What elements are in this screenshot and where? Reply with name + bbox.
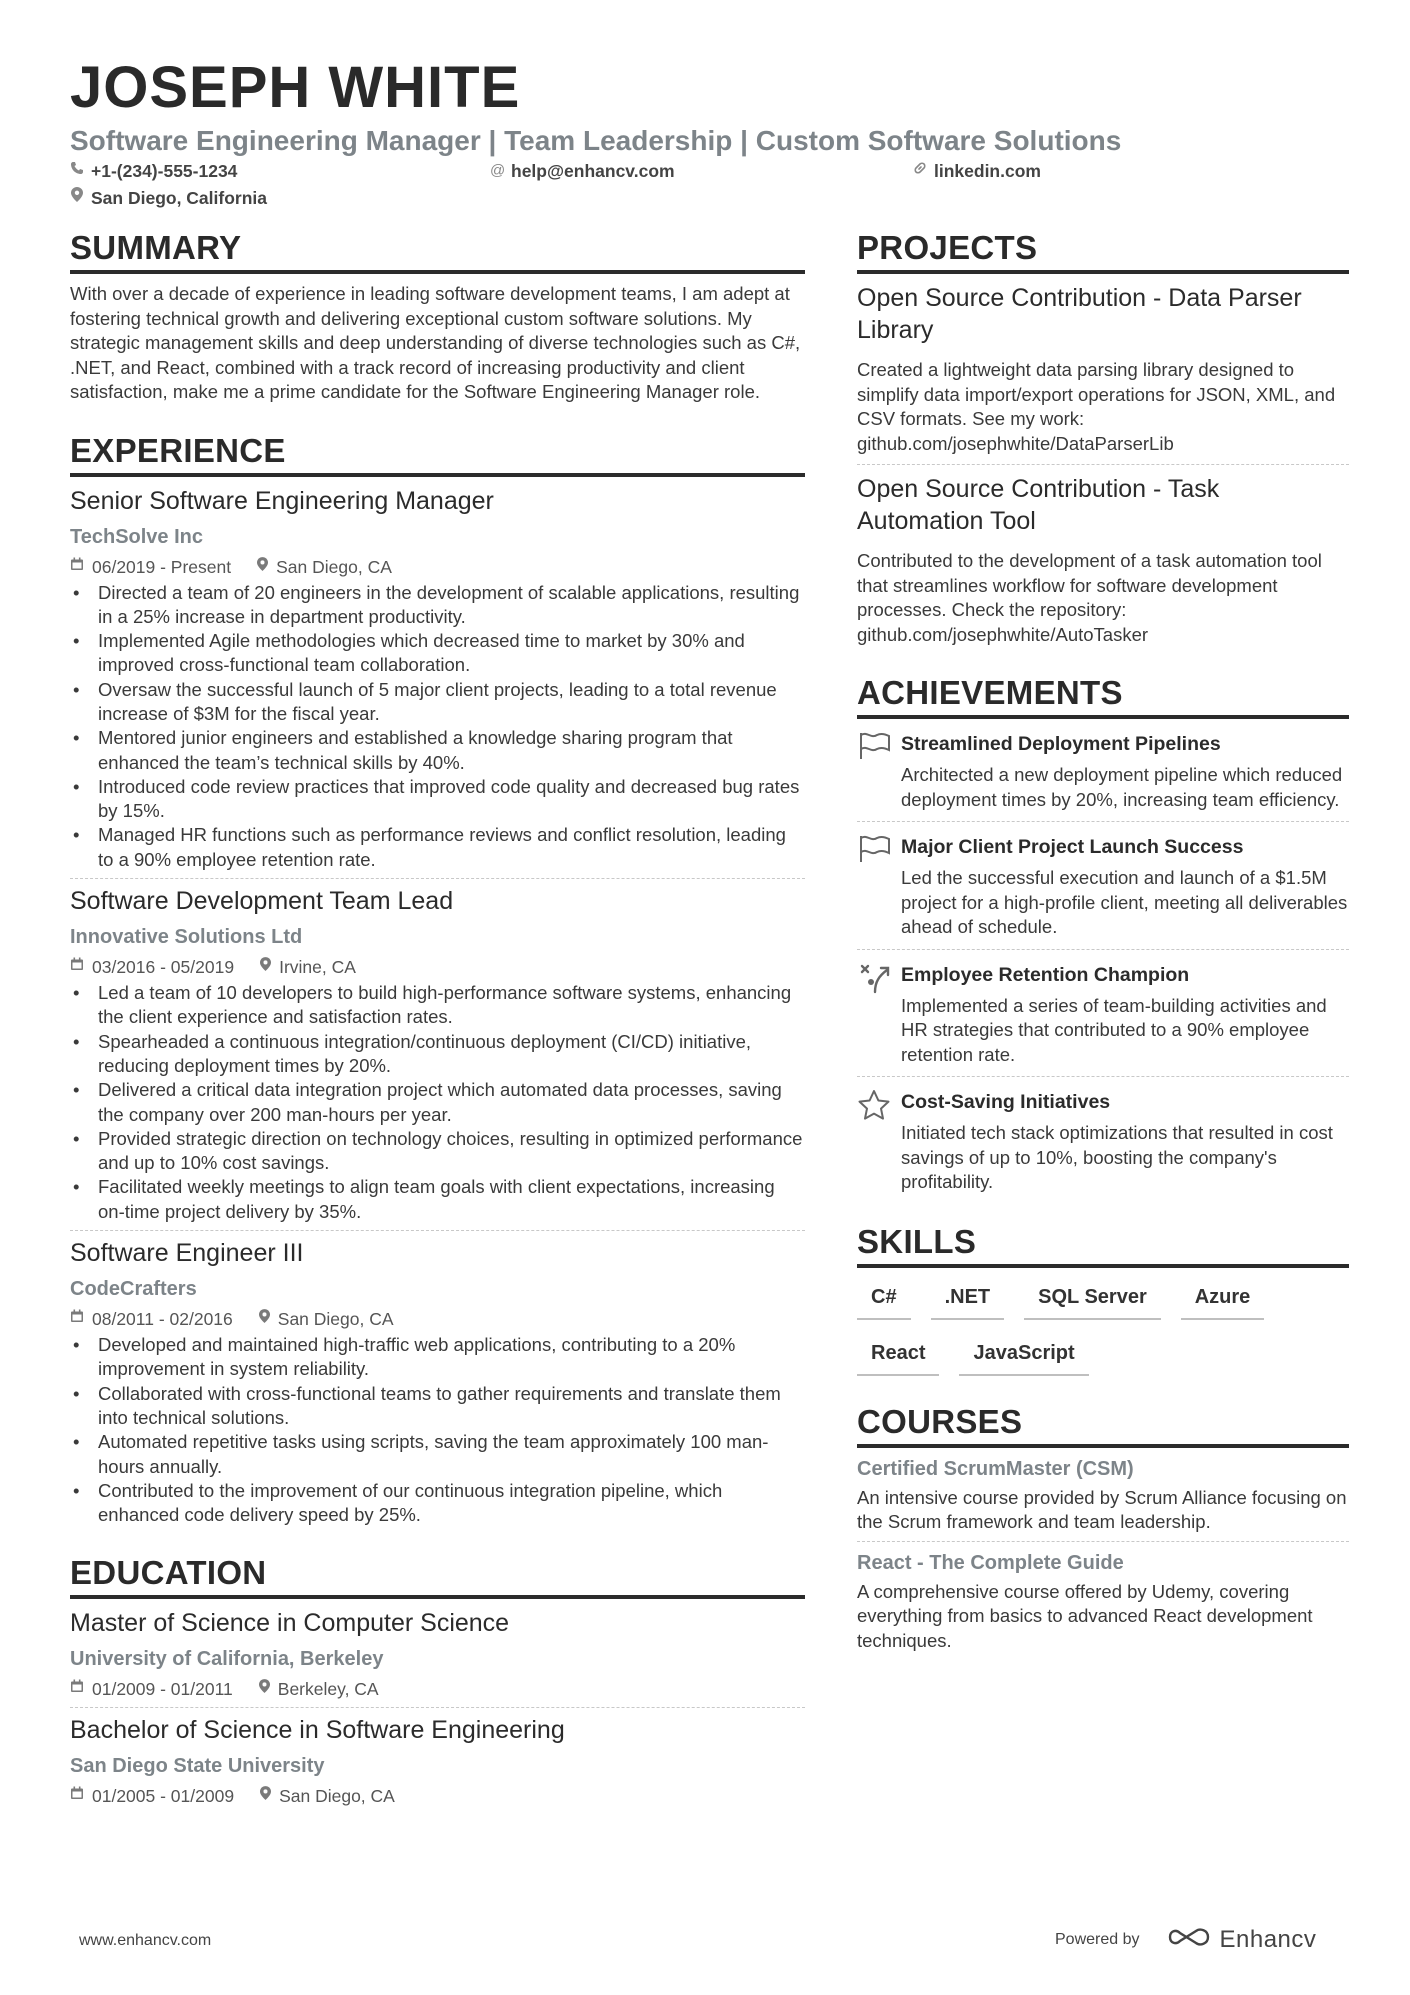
course-entry bbox=[857, 1456, 1349, 1541]
course-entry bbox=[857, 1541, 1349, 1660]
job-meta bbox=[70, 555, 805, 579]
job-role: Software Engineer III bbox=[70, 1239, 304, 1268]
achievement-description: Initiated tech stack optimizations that resulted in cost savings of up to 10%, boosting the company's profitability. bbox=[901, 1122, 1333, 1192]
job-location bbox=[257, 555, 392, 579]
flag-icon bbox=[857, 731, 901, 812]
project-title: Open Source Contribution - Data Parser Library bbox=[857, 284, 1302, 344]
enhancv-logo-icon bbox=[1166, 1925, 1212, 1954]
job-bullet: • Implemented Agile methodologies which decreased time to market by 30% and improved cross-functional team collaboration. bbox=[70, 629, 805, 678]
job-bullet: • Developed and maintained high-traffic web applications, contributing to a 20% improvement in system reliability. bbox=[70, 1333, 805, 1382]
edu-dates: 01/2009 - 01/2011 bbox=[92, 1679, 233, 1700]
contact-email[interactable] bbox=[490, 160, 675, 182]
footer-website[interactable]: www.enhancv.com bbox=[79, 1932, 212, 1949]
candidate-name: JOSEPH WHITE bbox=[70, 55, 521, 120]
job-bullet: • Introduced code review practices that improved code quality and decreased bug rates by 15%. bbox=[70, 775, 805, 824]
achievement-entry bbox=[857, 821, 1349, 949]
job-bullets bbox=[70, 1333, 805, 1527]
contact-location bbox=[70, 187, 267, 209]
strategy-icon bbox=[857, 962, 901, 1068]
footer-branding bbox=[1055, 1925, 1316, 1954]
edu-location bbox=[259, 1677, 379, 1701]
candidate-title: Software Engineering Manager | Team Leadership | Custom Software Solutions bbox=[70, 125, 1122, 156]
location-pin-icon bbox=[260, 955, 271, 979]
projects-section bbox=[857, 228, 1349, 655]
job-location-text: Irvine, CA bbox=[279, 957, 356, 978]
skills-section bbox=[857, 1222, 1349, 1376]
projects-heading: PROJECTS bbox=[857, 228, 1349, 274]
achievement-description: Led the successful execution and launch of a $1.5M project for a high-profile client, meeting all deliverables ahead of schedule. bbox=[901, 867, 1348, 937]
summary-section bbox=[70, 228, 805, 405]
achievements-section bbox=[857, 673, 1349, 1204]
job-dates: 08/2011 - 02/2016 bbox=[92, 1309, 233, 1330]
edu-dates: 01/2005 - 01/2009 bbox=[92, 1786, 235, 1807]
calendar-icon bbox=[70, 1784, 84, 1808]
job-bullet: • Spearheaded a continuous integration/continuous deployment (CI/CD) initiative, reducing deployment times by 20%. bbox=[70, 1030, 805, 1079]
skill-tag: Azure bbox=[1181, 1280, 1265, 1320]
phone-icon bbox=[70, 160, 84, 182]
job-bullet: • Automated repetitive tasks using scripts, saving the team approximately 100 man-hours annually. bbox=[70, 1430, 805, 1479]
courses-heading: COURSES bbox=[857, 1402, 1349, 1448]
job-location bbox=[259, 1307, 394, 1331]
right-column bbox=[857, 228, 1349, 1659]
edu-school: San Diego State University bbox=[70, 1755, 325, 1778]
edu-meta bbox=[70, 1677, 805, 1701]
flag-icon bbox=[857, 834, 901, 940]
job-bullet: • Managed HR functions such as performance reviews and conflict resolution, leading to a 90% employee retention rate. bbox=[70, 823, 805, 872]
summary-heading: SUMMARY bbox=[70, 228, 805, 274]
job-bullet: • Delivered a critical data integration project which automated data processes, saving the company over 200 man-hours per year. bbox=[70, 1078, 805, 1127]
job-company: Innovative Solutions Ltd bbox=[70, 926, 303, 949]
achievement-title: Streamlined Deployment Pipelines bbox=[901, 733, 1221, 755]
project-entry bbox=[857, 464, 1349, 655]
course-description: A comprehensive course offered by Udemy, covering everything from basics to advanced React development techniques. bbox=[857, 1580, 1313, 1651]
edu-location-text: San Diego, CA bbox=[279, 1786, 395, 1807]
calendar-icon bbox=[70, 1677, 84, 1701]
job-company: TechSolve Inc bbox=[70, 525, 204, 548]
edu-school: University of California, Berkeley bbox=[70, 1648, 384, 1671]
job-bullet: • Led a team of 10 developers to build high-performance software systems, enhancing the client experience and satisfaction rates. bbox=[70, 981, 805, 1030]
at-icon: @ bbox=[490, 162, 506, 179]
job-bullet: • Mentored junior engineers and established a knowledge sharing program that enhanced the team’s technical skills by 40%. bbox=[70, 726, 805, 775]
skills-heading: SKILLS bbox=[857, 1222, 1349, 1268]
job-bullets bbox=[70, 981, 805, 1224]
job-entry bbox=[70, 878, 805, 1230]
education-entry bbox=[70, 1707, 805, 1814]
location-pin-icon bbox=[259, 1677, 270, 1701]
link-icon bbox=[913, 160, 927, 182]
job-entry bbox=[70, 1230, 805, 1533]
achievement-description: Implemented a series of team-building activities and HR strategies that contributed to a 90% employee retention rate. bbox=[901, 994, 1327, 1065]
job-dates: 03/2016 - 05/2019 bbox=[92, 957, 235, 978]
job-location bbox=[260, 955, 356, 979]
location-pin-icon bbox=[259, 1307, 270, 1331]
project-title: Open Source Contribution - Task Automation Tool bbox=[857, 475, 1220, 535]
calendar-icon bbox=[70, 955, 84, 979]
course-description: An intensive course provided by Scrum Alliance focusing on the Scrum framework and team leadership. bbox=[857, 1486, 1347, 1532]
experience-section bbox=[70, 431, 805, 1534]
edu-degree: Bachelor of Science in Software Engineering bbox=[70, 1716, 565, 1745]
course-title: React - The Complete Guide bbox=[857, 1551, 1124, 1574]
job-bullet: • Facilitated weekly meetings to align team goals with client expectations, increasing on-time project delivery by 35%. bbox=[70, 1175, 805, 1224]
location-pin-icon bbox=[70, 187, 84, 209]
job-company: CodeCrafters bbox=[70, 1278, 197, 1301]
skills-list bbox=[857, 1280, 1349, 1376]
achievements-heading: ACHIEVEMENTS bbox=[857, 673, 1349, 719]
achievement-title: Cost-Saving Initiatives bbox=[901, 1091, 1111, 1113]
edu-location bbox=[260, 1784, 395, 1808]
location-pin-icon bbox=[257, 555, 268, 579]
job-location-text: San Diego, CA bbox=[277, 1309, 394, 1330]
skill-tag: React bbox=[857, 1336, 939, 1376]
edu-location-text: Berkeley, CA bbox=[277, 1679, 379, 1700]
project-entry bbox=[857, 282, 1349, 464]
achievement-entry bbox=[857, 719, 1349, 821]
job-bullet: • Directed a team of 20 engineers in the development of scalable applications, resulting in a 25% increase in department productivity. bbox=[70, 581, 805, 630]
course-title: Certified ScrumMaster (CSM) bbox=[857, 1457, 1134, 1480]
job-bullet: • Contributed to the improvement of our continuous integration pipeline, which enhanced code delivery speed by 25%. bbox=[70, 1479, 805, 1528]
experience-heading: EXPERIENCE bbox=[70, 431, 805, 477]
email-text[interactable]: help@enhancv.com bbox=[511, 161, 675, 181]
powered-by-label: Powered by bbox=[1055, 1930, 1140, 1948]
job-bullet: • Oversaw the successful launch of 5 major client projects, leading to a total revenue increase of $3M for the fiscal year. bbox=[70, 678, 805, 727]
skill-tag: SQL Server bbox=[1024, 1280, 1161, 1320]
calendar-icon bbox=[70, 555, 84, 579]
edu-meta bbox=[70, 1784, 805, 1808]
job-role: Software Development Team Lead bbox=[70, 887, 454, 916]
education-section bbox=[70, 1553, 805, 1814]
edu-degree: Master of Science in Computer Science bbox=[70, 1609, 510, 1638]
achievement-entry bbox=[857, 1076, 1349, 1204]
project-description: Contributed to the development of a task automation tool that streamlines workflow for software development processes. Check the repository: github.com/josephwhite/AutoTasker bbox=[857, 550, 1322, 645]
skill-tag: C# bbox=[857, 1280, 911, 1320]
job-role: Senior Software Engineering Manager bbox=[70, 486, 494, 515]
job-dates: 06/2019 - Present bbox=[92, 556, 232, 577]
left-column bbox=[70, 228, 805, 1814]
summary-text: With over a decade of experience in leading software development teams, I am adept at fostering technical growth and delivering exceptional custom software solutions. My strategic management skills and deep understanding of diverse technologies such as C#, .NET, and React, combined with a track record of increasing productivity and client satisfaction, make me a prime candidate for the Software Engineering Manager role. bbox=[70, 283, 801, 402]
job-meta bbox=[70, 1307, 805, 1331]
education-heading: EDUCATION bbox=[70, 1553, 805, 1599]
job-bullet: • Provided strategic direction on technology choices, resulting in optimized performance and up to 10% cost savings. bbox=[70, 1127, 805, 1176]
achievement-title: Employee Retention Champion bbox=[901, 963, 1190, 986]
location-text: San Diego, California bbox=[91, 188, 267, 208]
contact-phone bbox=[70, 160, 237, 182]
skill-tag: JavaScript bbox=[959, 1336, 1088, 1376]
linkedin-text[interactable]: linkedin.com bbox=[934, 161, 1041, 181]
calendar-icon bbox=[70, 1307, 84, 1331]
skill-tag: .NET bbox=[931, 1280, 1005, 1320]
job-location-text: San Diego, CA bbox=[276, 556, 392, 577]
achievement-entry bbox=[857, 949, 1349, 1077]
job-meta bbox=[70, 955, 805, 979]
location-pin-icon bbox=[260, 1784, 271, 1808]
achievement-title: Major Client Project Launch Success bbox=[901, 836, 1244, 858]
job-bullets bbox=[70, 581, 805, 873]
phone-text: +1-(234)-555-1234 bbox=[91, 161, 238, 181]
brand-name: Enhancv bbox=[1219, 1925, 1317, 1953]
project-description: Created a lightweight data parsing library designed to simplify data import/export operations for JSON, XML, and CSV formats. See my work: github.com/josephwhite/DataParserLib bbox=[857, 359, 1336, 454]
contact-linkedin[interactable] bbox=[913, 160, 1041, 182]
courses-section bbox=[857, 1402, 1349, 1660]
star-icon bbox=[857, 1089, 901, 1195]
achievement-description: Architected a new deployment pipeline which reduced deployment times by 20%, increasing team efficiency. bbox=[901, 764, 1343, 810]
job-entry bbox=[70, 485, 805, 879]
education-entry bbox=[70, 1607, 805, 1707]
job-bullet: • Collaborated with cross-functional teams to gather requirements and translate them into technical solutions. bbox=[70, 1382, 805, 1431]
